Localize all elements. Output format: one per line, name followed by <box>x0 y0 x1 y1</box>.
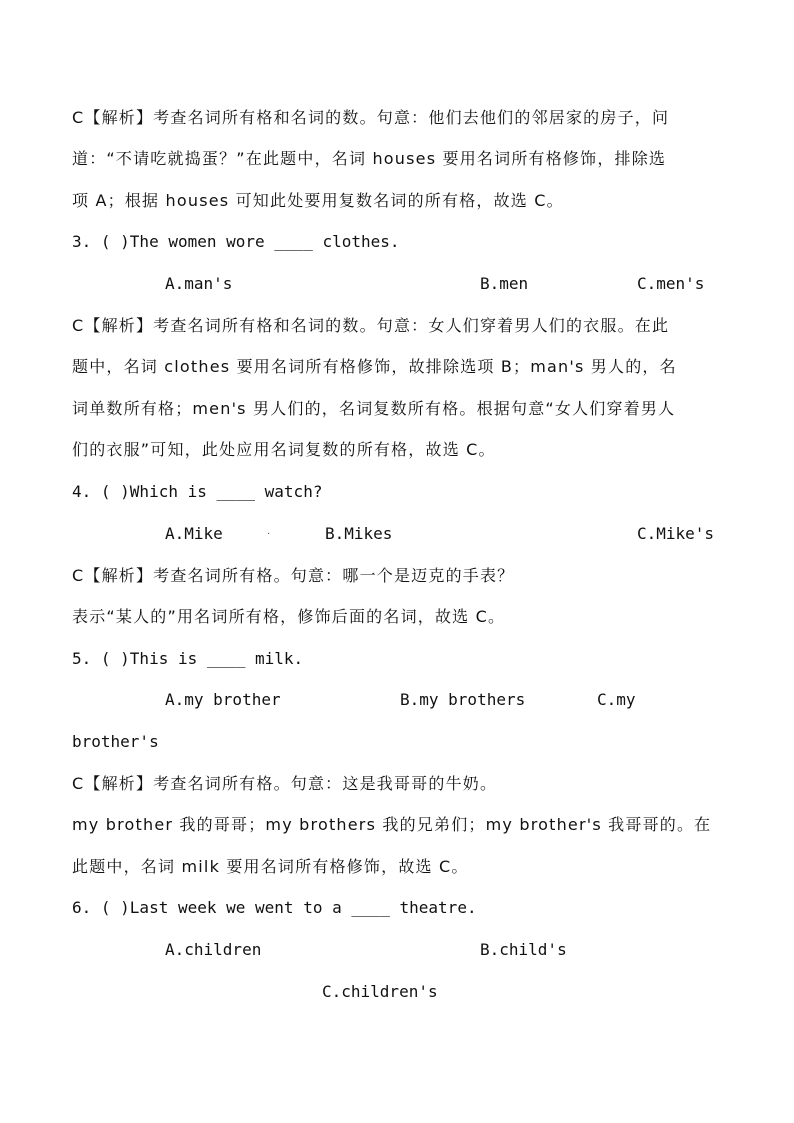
explanation-q2-line3: 项 A；根据 houses 可知此处要用复数名词的所有格，故选 C。 <box>72 191 564 210</box>
explanation-q3-line4: 们的衣服”可知，此处应用名词复数的所有格，故选 C。 <box>72 440 496 459</box>
explanation-q5-line2: my brother 我的哥哥；my brothers 我的兄弟们；my brother's 我哥哥的。在 <box>72 815 712 834</box>
q6-option-b: B.child's <box>480 940 567 959</box>
question-4: 4. ( )Which is ____ watch? <box>72 482 323 501</box>
q4-option-a: A.Mike <box>165 524 223 543</box>
explanation-q3-line2: 题中，名词 clothes 要用名词所有格修饰，故排除选项 B；man's 男人的，名 <box>72 357 677 376</box>
explanation-q3-line1: C【解析】考查名词所有格和名词的数。句意：女人们穿着男人们的衣服。在此 <box>72 316 670 335</box>
q3-option-c: C.men's <box>637 274 705 293</box>
q4-option-b: B.Mikes <box>325 524 393 543</box>
explanation-q3-line3: 词单数所有格；men's 男人们的，名词复数所有格。根据句意“女人们穿着男人 <box>72 399 676 418</box>
q5-option-a: A.my brother <box>165 690 281 709</box>
q6-option-a: A.children <box>165 940 262 959</box>
explanation-q2-line1: C【解析】考查名词所有格和名词的数。句意：他们去他们的邻居家的房子，问 <box>72 108 670 127</box>
q5-option-c: C.my <box>597 690 636 709</box>
explanation-q4-line1: C【解析】考查名词所有格。句意：哪一个是迈克的手表？ <box>72 566 515 585</box>
q6-option-c: C.children's <box>322 982 438 1001</box>
explanation-q2-line2: 道：“不请吃就捣蛋？”在此题中，名词 houses 要用名词所有格修饰，排除选 <box>72 149 667 168</box>
explanation-q5-line3: 此题中，名词 milk 要用名词所有格修饰，故选 C。 <box>72 857 469 876</box>
explanation-q5-line1: C【解析】考查名词所有格。句意：这是我哥哥的牛奶。 <box>72 774 498 793</box>
question-3: 3. ( )The women wore ____ clothes. <box>72 232 400 251</box>
q5-option-c-wrap: brother's <box>72 732 159 751</box>
explanation-q4-line2: 表示“某人的”用名词所有格，修饰后面的名词，故选 C。 <box>72 607 506 626</box>
q3-option-a: A.man's <box>165 274 233 293</box>
q3-option-b: B.men <box>480 274 529 293</box>
q5-option-b: B.my brothers <box>400 690 526 709</box>
q4-option-c: C.Mike's <box>637 524 715 543</box>
question-6: 6. ( )Last week we went to a ____ theatre. <box>72 898 477 917</box>
stray-dot: · <box>267 529 271 540</box>
question-5: 5. ( )This is ____ milk. <box>72 649 304 668</box>
